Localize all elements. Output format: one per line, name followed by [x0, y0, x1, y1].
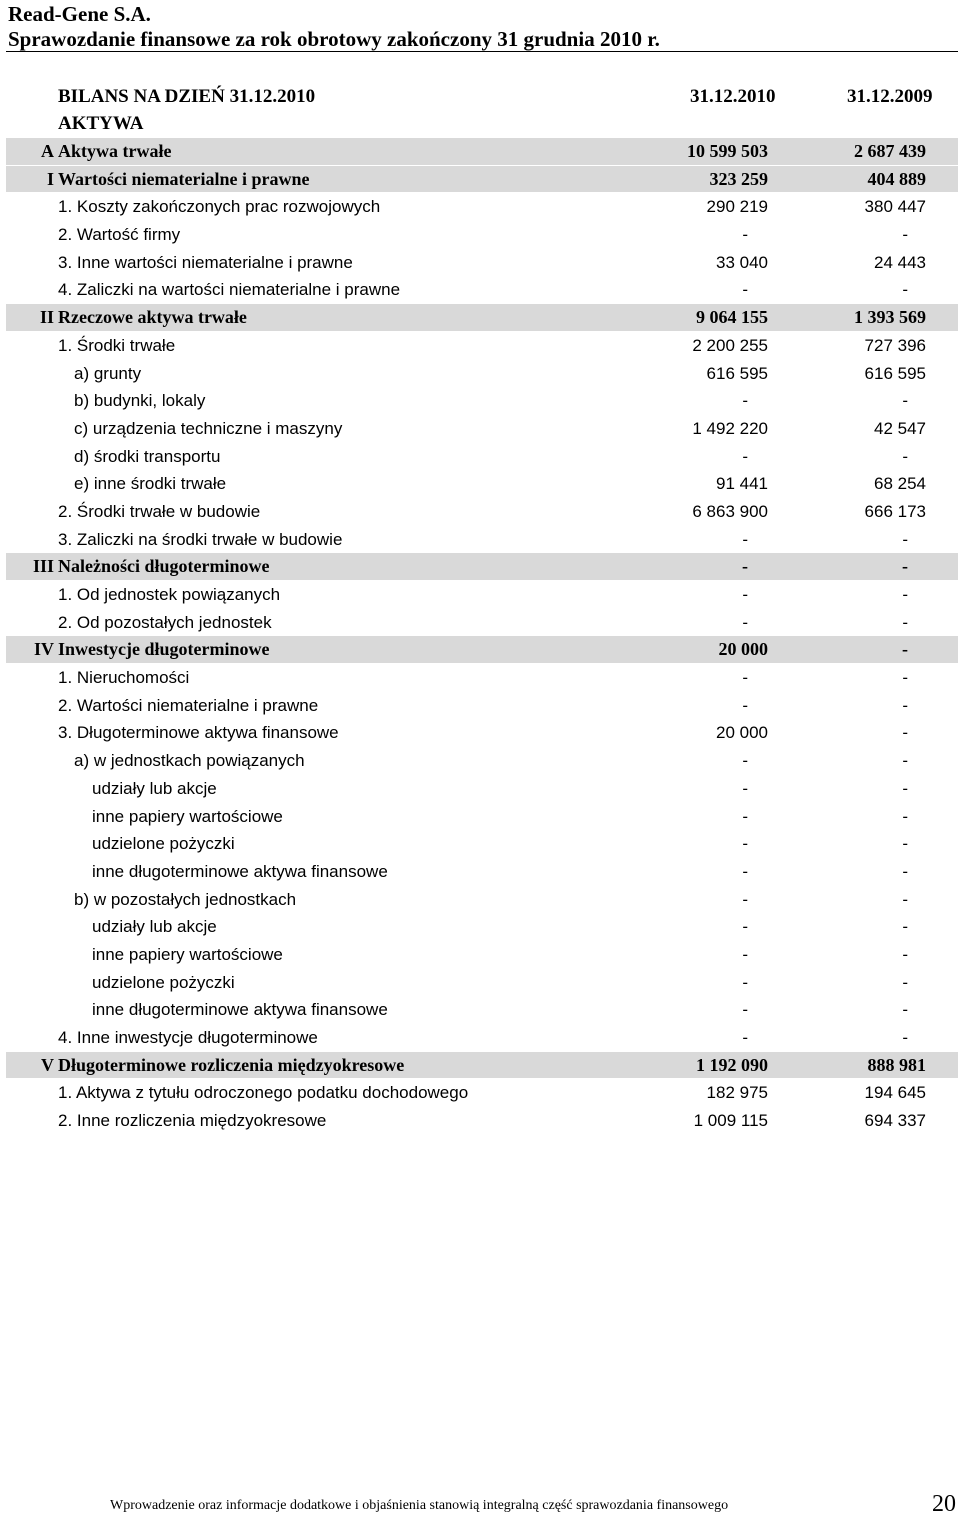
- row-description: 1. Aktywa z tytułu odroczonego podatku dochodowego: [58, 1083, 469, 1103]
- value-2009: -: [902, 612, 908, 632]
- table-row: [6, 193, 958, 221]
- row-description: Należności długoterminowe: [58, 556, 270, 577]
- value-2010: -: [742, 944, 748, 964]
- value-2010: 182 975: [706, 1083, 768, 1103]
- value-2010: 9 064 155: [696, 307, 768, 328]
- row-description: 2. Inne rozliczenia międzyokresowe: [58, 1111, 327, 1131]
- value-2009: 24 443: [874, 252, 926, 272]
- row-label: V: [41, 1054, 54, 1075]
- value-2009: -: [902, 778, 908, 798]
- row-description: Aktywa trwałe: [58, 141, 172, 161]
- row-description: inne długoterminowe aktywa finansowe: [92, 1000, 388, 1020]
- table-row: [6, 304, 958, 332]
- row-description: udziały lub akcje: [92, 917, 217, 937]
- table-row: [6, 221, 958, 249]
- row-description: 1. Środki trwałe: [58, 335, 176, 355]
- value-2010: -: [742, 695, 748, 715]
- value-2010: -: [742, 861, 748, 881]
- table-row: [6, 360, 958, 388]
- table-row: [6, 470, 958, 498]
- table-row: [6, 415, 958, 443]
- value-2009: -: [902, 585, 908, 604]
- row-description: 3. Długoterminowe aktywa finansowe: [58, 723, 339, 743]
- row-description: Wartości niematerialne i prawne: [58, 168, 310, 189]
- column-header-2010: 31.12.2010: [690, 86, 776, 107]
- table-row: [6, 526, 958, 554]
- row-description: Rzeczowe aktywa trwałe: [58, 307, 247, 328]
- table-row: [6, 249, 958, 277]
- value-2009: -: [902, 556, 908, 577]
- value-2010: -: [742, 834, 748, 854]
- value-2010: -: [742, 1000, 748, 1020]
- table-row: [6, 692, 958, 720]
- value-2009: -: [902, 917, 908, 937]
- value-2009: -: [902, 751, 908, 771]
- value-2009: -: [902, 280, 908, 300]
- row-description: inne papiery wartościowe: [92, 806, 283, 826]
- value-2009: -: [902, 1000, 908, 1020]
- table-row: [6, 913, 958, 941]
- table-row: [6, 719, 958, 747]
- value-2009: -: [902, 861, 908, 881]
- value-2010: 20 000: [716, 723, 768, 743]
- table-row: [6, 1107, 958, 1135]
- row-description: 2. Wartości niematerialne i prawne: [58, 695, 319, 715]
- table-row: [6, 886, 958, 914]
- value-2009: 694 337: [864, 1111, 926, 1131]
- table-row: [6, 609, 958, 637]
- value-2009: 666 173: [864, 501, 926, 521]
- section-heading-aktywa: AKTYWA: [58, 113, 144, 134]
- value-2009: -: [902, 695, 908, 715]
- table-row: [6, 969, 958, 997]
- value-2009: 42 547: [874, 418, 926, 438]
- row-description: 1. Od jednostek powiązanych: [58, 585, 281, 604]
- value-2010: 1 009 115: [693, 1111, 768, 1131]
- value-2010: 6 863 900: [692, 501, 768, 521]
- table-row: [6, 332, 958, 360]
- row-label: I: [46, 168, 54, 189]
- row-label: IV: [33, 639, 54, 660]
- table-row: [6, 581, 958, 609]
- table-row: [6, 166, 958, 194]
- value-2009: -: [902, 972, 908, 992]
- row-description: 2. Środki trwałe w budowie: [58, 501, 261, 521]
- table-row: [6, 498, 958, 526]
- value-2010: -: [742, 391, 748, 411]
- table-row: [6, 941, 958, 969]
- value-2010: -: [742, 668, 748, 688]
- balance-sheet-title: BILANS NA DZIEŃ 31.12.2010: [58, 86, 316, 107]
- table-row: [6, 387, 958, 415]
- row-description: 2. Od pozostałych jednostek: [58, 612, 272, 632]
- row-description: e) inne środki trwałe: [74, 474, 227, 494]
- value-2010: -: [742, 917, 748, 937]
- value-2009: 380 447: [864, 197, 926, 217]
- row-description: 3. Zaliczki na środki trwałe w budowie: [58, 529, 343, 549]
- value-2010: 1 192 090: [696, 1054, 768, 1075]
- value-2010: -: [742, 556, 748, 577]
- value-2009: -: [902, 225, 908, 245]
- row-description: Długoterminowe rozliczenia międzyokresowe: [58, 1054, 405, 1075]
- value-2010: 1 492 220: [692, 418, 768, 438]
- table-row: [6, 858, 958, 886]
- value-2010: -: [742, 889, 748, 909]
- row-description: a) w jednostkach powiązanych: [74, 751, 305, 771]
- table-row: [6, 636, 958, 664]
- value-2010: 2 200 255: [692, 335, 768, 355]
- value-2009: -: [902, 1028, 908, 1047]
- value-2009: -: [902, 668, 908, 688]
- row-description: 3. Inne wartości niematerialne i prawne: [58, 252, 353, 272]
- value-2009: -: [902, 944, 908, 964]
- row-description: b) budynki, lokaly: [74, 391, 206, 411]
- table-row: [6, 830, 958, 858]
- value-2010: 290 219: [706, 197, 768, 217]
- row-description: a) grunty: [74, 363, 142, 383]
- page-number: 20: [932, 1491, 956, 1517]
- row-label: A: [41, 141, 54, 161]
- value-2010: 91 441: [716, 474, 768, 494]
- row-description: 4. Zaliczki na wartości niematerialne i prawne: [58, 280, 401, 300]
- value-2010: 323 259: [709, 168, 768, 189]
- report-subtitle: Sprawozdanie finansowe za rok obrotowy zakończony 31 grudnia 2010 r.: [8, 27, 660, 51]
- row-description: b) w pozostałych jednostkach: [74, 889, 297, 909]
- value-2010: 616 595: [706, 363, 768, 383]
- row-description: inne papiery wartościowe: [92, 944, 283, 964]
- value-2009: 1 393 569: [854, 307, 926, 328]
- table-row: [6, 747, 958, 775]
- value-2010: -: [742, 225, 748, 245]
- document-header: [8, 0, 958, 52]
- value-2009: -: [902, 391, 908, 411]
- row-description: d) środki transportu: [74, 446, 221, 466]
- value-2009: 727 396: [864, 335, 926, 355]
- value-2010: -: [742, 280, 748, 300]
- value-2009: 194 645: [864, 1083, 926, 1103]
- value-2009: -: [902, 639, 908, 660]
- table-row: [6, 996, 958, 1024]
- value-2009: 68 254: [874, 474, 926, 494]
- table-row: [6, 1052, 958, 1080]
- footer-note: Wprowadzenie oraz informacje dodatkowe i objaśnienia stanowią integralną część sprawozdania finansowego: [110, 1498, 729, 1513]
- value-2009: -: [902, 529, 908, 549]
- row-description: inne długoterminowe aktywa finansowe: [92, 861, 388, 881]
- row-description: udziały lub akcje: [92, 778, 217, 798]
- value-2010: -: [742, 778, 748, 798]
- value-2010: -: [742, 529, 748, 549]
- row-description: 1. Nieruchomości: [58, 668, 190, 688]
- table-row: [6, 443, 958, 471]
- table-row: [6, 276, 958, 304]
- table-row: [6, 664, 958, 692]
- table-row: [6, 553, 958, 581]
- value-2010: 10 599 503: [687, 141, 768, 161]
- row-description: udzielone pożyczki: [92, 834, 235, 854]
- company-name: Read-Gene S.A.: [8, 2, 151, 26]
- column-header-2009: 31.12.2009: [847, 86, 933, 107]
- row-description: c) urządzenia techniczne i maszyny: [74, 418, 343, 438]
- table-row: [6, 1079, 958, 1107]
- value-2010: -: [742, 972, 748, 992]
- value-2010: -: [742, 806, 748, 826]
- row-description: 2. Wartość firmy: [58, 225, 181, 245]
- value-2009: 616 595: [864, 363, 926, 383]
- value-2009: -: [902, 889, 908, 909]
- value-2009: 404 889: [867, 168, 926, 189]
- value-2010: -: [742, 585, 748, 604]
- row-label: II: [39, 307, 54, 328]
- row-description: 4. Inne inwestycje długoterminowe: [58, 1028, 318, 1047]
- value-2009: 888 981: [867, 1054, 926, 1075]
- value-2009: -: [902, 446, 908, 466]
- row-description: udzielone pożyczki: [92, 972, 235, 992]
- value-2010: -: [742, 446, 748, 466]
- row-description: Inwestycje długoterminowe: [58, 639, 270, 660]
- value-2010: -: [742, 612, 748, 632]
- row-description: 1. Koszty zakończonych prac rozwojowych: [58, 197, 381, 217]
- table-row: [6, 775, 958, 803]
- value-2009: -: [902, 806, 908, 826]
- header-divider: [6, 51, 958, 52]
- table-row: [6, 1024, 958, 1052]
- row-label: III: [32, 556, 54, 577]
- value-2009: -: [902, 834, 908, 854]
- value-2010: -: [742, 1028, 748, 1047]
- table-row: [6, 803, 958, 831]
- value-2010: 33 040: [716, 252, 768, 272]
- table-row: [6, 138, 958, 166]
- balance-sheet-table: [6, 138, 958, 1135]
- value-2009: -: [902, 723, 908, 743]
- value-2009: 2 687 439: [854, 141, 926, 161]
- value-2010: -: [742, 751, 748, 771]
- value-2010: 20 000: [718, 639, 768, 660]
